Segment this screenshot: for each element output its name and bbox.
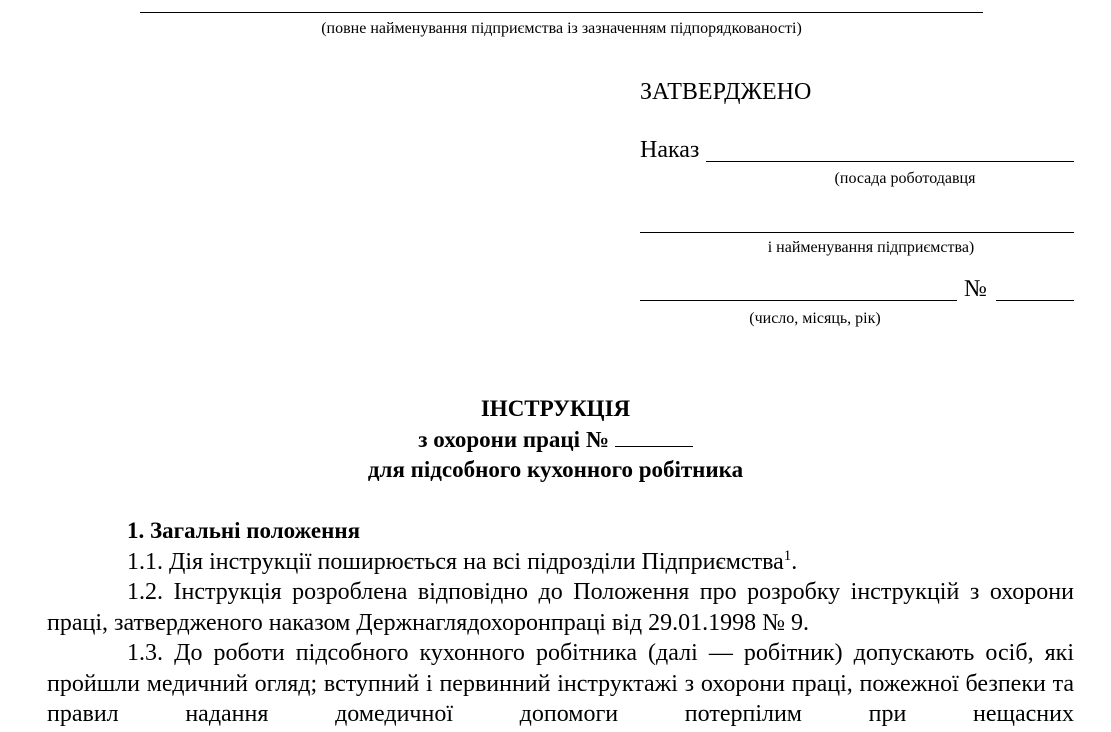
number-sign: № bbox=[964, 276, 987, 302]
enterprise-name-line bbox=[140, 12, 983, 13]
document-profession: для підсобного кухонного робітника bbox=[367, 457, 744, 482]
section-heading: 1. Загальні положення bbox=[127, 518, 361, 543]
footnote-marker: 1 bbox=[783, 548, 792, 564]
order-label: Наказ bbox=[640, 137, 700, 163]
date-caption: (число, місяць, рік) bbox=[749, 310, 881, 327]
enterprise-name-caption: (повне найменування підприємства із зазначенням підпорядкованості) bbox=[321, 20, 802, 37]
document-subtitle bbox=[0, 425, 1111, 455]
order-line bbox=[706, 161, 1074, 162]
paragraph-1-3: 1.3. До роботи підсобного кухонного робітника (далі — робітник) допускають осіб, які пройшли медичний огляд; вступний і первинний інструктажі з охорони праці, пожежної безпеки та правил надання домедичної допомоги потерпілим при нещасних bbox=[47, 640, 1074, 727]
document-title: ІНСТРУКЦІЯ bbox=[480, 396, 631, 421]
enterprise-name-approval-line bbox=[640, 232, 1074, 233]
subtitle-text: з охорони праці № bbox=[418, 427, 609, 452]
enterprise-name-approval-caption: і найменування підприємства) bbox=[767, 239, 975, 256]
paragraph-1-2: 1.2. Інструкція розроблена відповідно до Положення про розробку інструкцій з охорони праці, затвердженого наказом Держнаглядохоронпраці від 29.01.1998 № 9. bbox=[47, 579, 1074, 636]
instruction-number-blank bbox=[615, 426, 693, 447]
employer-position-caption: (посада роботодавця bbox=[834, 170, 976, 187]
paragraph-1-1 bbox=[47, 547, 1074, 578]
approved-label: ЗАТВЕРДЖЕНО bbox=[640, 79, 812, 105]
approval-number-line bbox=[996, 300, 1074, 301]
paragraph-1-1-end: . bbox=[791, 549, 798, 575]
paragraph-1-1-text: 1.1. Дія інструкції поширюється на всі підрозділи Підприємства bbox=[127, 549, 784, 575]
date-line bbox=[640, 300, 957, 301]
